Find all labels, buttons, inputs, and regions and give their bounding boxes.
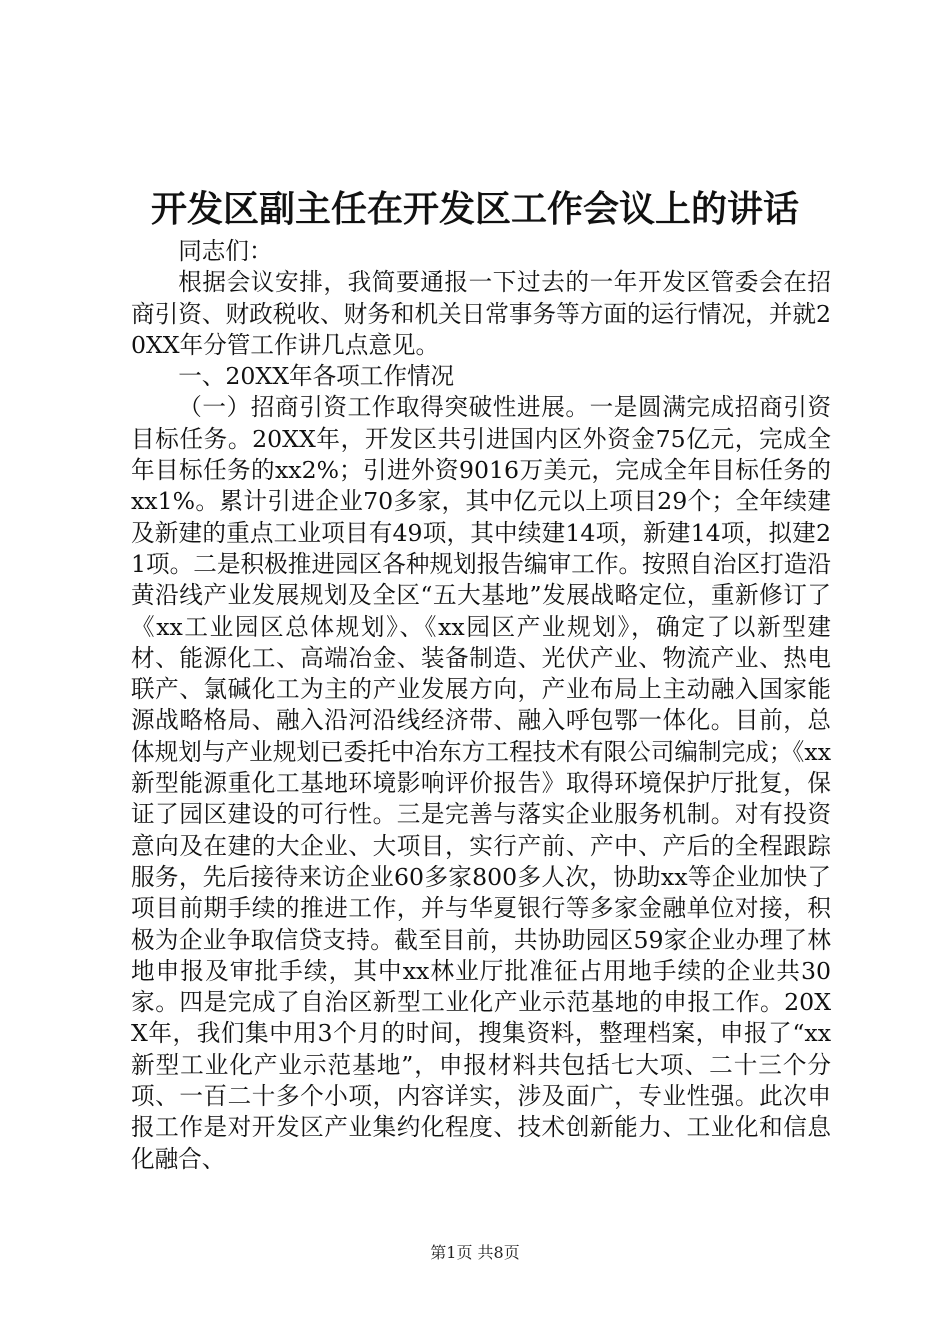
- intro-paragraph: 根据会议安排，我简要通报一下过去的一年开发区管委会在招商引资、财政税收、财务和机关日常事务等方面的运行情况，并就20XX年分管工作讲几点意见。: [131, 268, 831, 359]
- section-heading: 一、20XX年各项工作情况: [178, 362, 455, 391]
- document-title: 开发区副主任在开发区工作会议上的讲话: [150, 188, 799, 230]
- salutation-paragraph: 同志们：: [178, 237, 273, 265]
- investment-paragraph: （一）招商引资工作取得突破性进展。一是圆满完成招商引资目标任务。20XX年，开发区共引进国内区外资金75亿元，完成全年目标任务的xx2%；引进外资9016万美元，完成全年目标任务的xx1%。累计引进企业70多家，其中亿元以上项目29个；全年续建及新建的重点工业项目有49项，其中续建14项，新建14项，拟建21项。二是积极推进园区各种规划报告编审工作。按照自治区打造沿黄沿线产业发展规划及全区“五大基地”发展战略定位，重新修订了《xx工业园区总体规划》、《xx园区产业规划》，确定了以新型建材、能源化工、高端冶金、装备制造、光伏产业、物流产业、热电联产、氯碱化工为主的产业发展方向，产业布局上主动融入国家能源战略格局、融入沿河沿线经济带、融入呼包鄂一体化。目前，总体规划与产业规划已委托中冶东方工程技术有限公司编制完成；《xx新型能源重化工基地环境影响评价报告》取得环境保护厅批复，保证了园区建设的可行性。三是完善与落实企业服务机制。对有投资意向及在建的大企业、大项目，实行产前、产中、产后的全程跟踪服务，先后接待来访企业60多家800多人次，协助xx等企业加快了项目前期手续的推进工作，并与华夏银行等多家金融单位对接，积极为企业争取信贷支持。截至目前，共协助园区59家企业办理了林地申报及审批手续，其中xx林业厅批准征占用地手续的企业共30家。四是完成了自治区新型工业化产业示范基地的申报工作。20XX年，我们集中用3个月的时间，搜集资料，整理档案，申报了“xx新型工业化产业示范基地”，申报材料共包括七大项、二十三个分项、一百二十多个小项，内容详实，涉及面广，专业性强。此次申报工作是对开发区产业集约化程度、技术创新能力、工业化和信息化融合、: [131, 393, 831, 1173]
- page-footer: 第1页 共8页: [430, 1243, 520, 1262]
- document-body: [131, 236, 831, 1175]
